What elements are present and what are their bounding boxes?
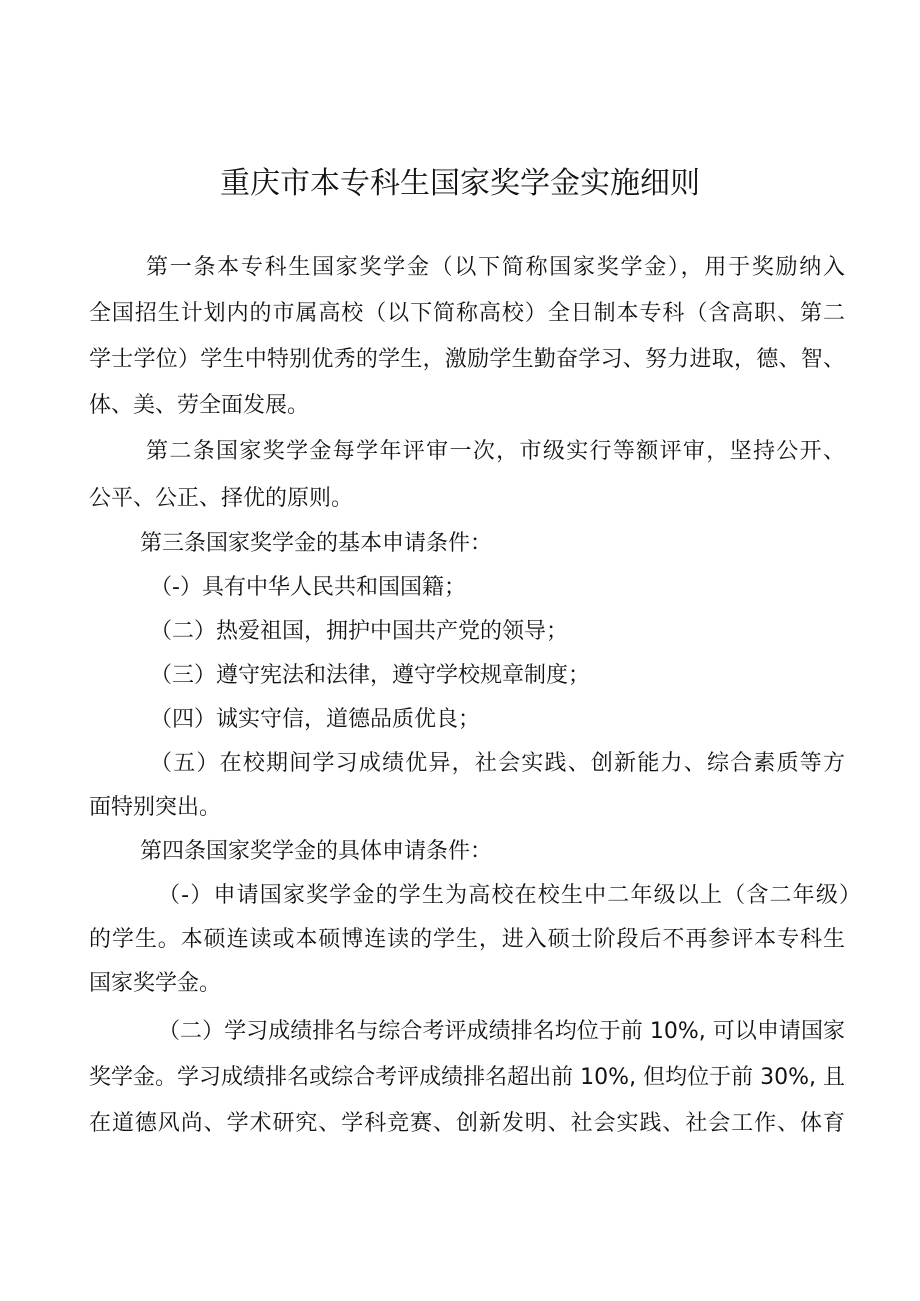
document-title: 重庆市本专科生国家奖学金实施细则 [220,166,700,201]
list-item: （五）在校期间学习成绩优异，社会实践、创新能力、综合素质等方 [150,751,845,776]
paragraph-line: 在道德风尚、学术研究、学科竞赛、创新发明、社会实践、社会工作、体育 [89,1111,845,1136]
paragraph-line: 全国招生计划内的市属高校（以下简称高校）全日制本专科（含高职、第二 [89,301,845,326]
paragraph-line: 国家奖学金。 [89,971,222,996]
list-item: （-）申请国家奖学金的学生为高校在校生中二年级以上（含二年级） [158,883,861,908]
list-item: （-）具有中华人民共和国国籍； [150,575,466,600]
paragraph-line: 第二条国家奖学金每学年评审一次，市级实行等额评审，坚持公开、 [146,439,845,464]
paragraph-line: 公平、公正、择优的原则。 [89,486,354,511]
paragraph-line: 体、美、劳全面发展。 [89,393,310,418]
paragraph-line: 第一条本专科生国家奖学金（以下简称国家奖学金），用于奖励纳入 [146,255,845,280]
list-item: （二）学习成绩排名与综合考评成绩排名均位于前 10%, 可以申请国家 [158,1019,845,1044]
list-item: （四）诚实守信，道德品质优良； [150,707,481,732]
paragraph-line: 奖学金。学习成绩排名或综合考评成绩排名超出前 10%, 但均位于前 30%, 且 [89,1065,845,1090]
paragraph-line: 学士学位）学生中特别优秀的学生，激励学生勤奋学习、努力进取，德、智、 [89,347,845,372]
paragraph-line: 第四条国家奖学金的具体申请条件： [140,839,493,864]
list-item: （三）遵守宪法和法律，遵守学校规章制度； [150,663,591,688]
paragraph-line: 面特别突出。 [89,795,222,820]
paragraph-line: 第三条国家奖学金的基本申请条件： [140,531,493,556]
list-item: （二）热爱祖国，拥护中国共产党的领导； [150,619,569,644]
paragraph-line: 的学生。本硕连读或本硕博连读的学生，进入硕士阶段后不再参评本专科生 [89,927,845,952]
